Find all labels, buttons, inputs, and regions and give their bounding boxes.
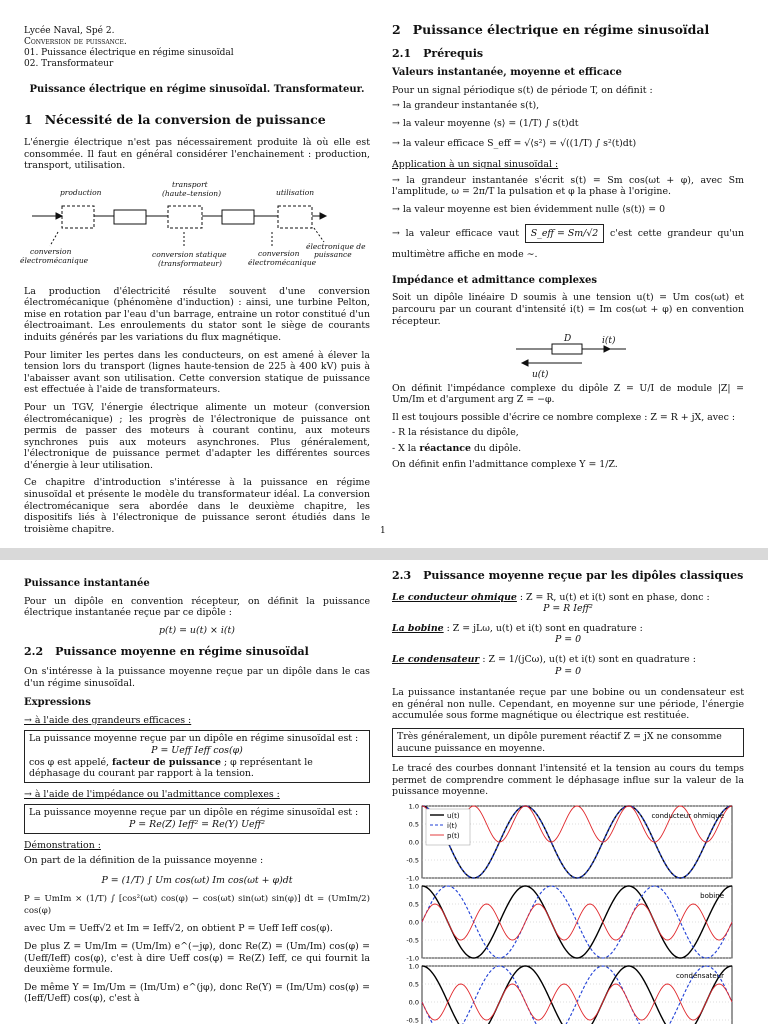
mean-power-box-2: La puissance moyenne reçue par un dipôle en régime sinusoïdal est : P = Re(Z) Ieff² = Re(Y) Ueff² bbox=[24, 804, 370, 833]
ytick-0-2: 0.0 bbox=[408, 838, 419, 847]
ytick-2-3: -0.5 bbox=[406, 1016, 419, 1024]
panel-label-0: conducteur ohmique bbox=[651, 811, 724, 820]
curves-paragraph: Le tracé des courbes donnant l'intensité et la tension au cours du temps permet de comprendre comment le déphasage influe sur la valeur de la puissance moyenne. bbox=[392, 763, 744, 798]
ytick-0-1: 0.5 bbox=[408, 820, 419, 829]
document-header bbox=[24, 26, 370, 70]
section-1-intro: L'énergie électrique n'est pas nécessairement produite là où elle est consommée. Il faut en général considérer l'enchainement : production, transport, utilisation. bbox=[24, 137, 370, 172]
dipole-diagram bbox=[392, 333, 744, 379]
course-name: Conversion de puissance. bbox=[24, 37, 127, 47]
school-name: Lycée Naval, Spé 2. bbox=[24, 26, 115, 36]
application-title: Application à un signal sinusoïdal : bbox=[392, 159, 559, 171]
label-conv-electro-2: électromécanique bbox=[20, 255, 89, 265]
demonstration-3: De plus Z = Um/Im = (Um/Im) e^(−jφ), donc Re(Z) = (Um/Im) cos(φ) = (Ueff/Ieff) cos(φ), c'est à dire Ueff cos(φ) = Re(Z) Ieff, ce qui fournit la deuxième formule. bbox=[24, 941, 370, 976]
impedance-p2: On définit l'impédance complexe du dipôle Z = U/I de module |Z| = Um/Im et d'argument arg Z = −φ. bbox=[392, 382, 744, 406]
impedance-heading: Impédance et admittance complexes bbox=[392, 274, 597, 286]
page-number: 1 bbox=[380, 526, 386, 536]
legend-label-0: u(t) bbox=[447, 811, 460, 820]
demonstration-eq-2: P = UmIm × (1/T) ∫ [cos²(ωt) cos(φ) − cos(ωt) sin(ωt) sin(φ)] dt = (UmIm/2) cos(φ) bbox=[24, 894, 370, 916]
subsection-2-3-heading: 2.3 Puissance moyenne reçue par les dipôles classiques bbox=[392, 569, 744, 582]
ytick-1-3: -0.5 bbox=[406, 936, 419, 945]
demonstration-eq-1: P = (1/T) ∫ Um cos(ωt) Im cos(ωt + φ)dt bbox=[101, 874, 293, 886]
chapter-item-2: 02. Transformateur bbox=[24, 59, 114, 69]
demonstration-1: On part de la définition de la puissance moyenne : bbox=[24, 855, 264, 867]
document-title: Puissance électrique en régime sinusoïdal. Transformateur. bbox=[29, 84, 365, 95]
label-production: production bbox=[60, 187, 102, 197]
def-rms: → la valeur efficace S_eff = √⟨s²⟩ = √((1/T) ∫ s²(t)dt) bbox=[392, 137, 637, 149]
reactive-box: Très généralement, un dipôle purement réactif Z = jX ne consomme aucune puissance en moyenne. bbox=[392, 728, 744, 757]
legend-label-2: p(t) bbox=[447, 831, 460, 840]
label-electronique-2: puissance bbox=[314, 249, 352, 259]
instant-power-text: Pour un dipôle en convention récepteur, on définit la puissance électrique instantanée reçue par ce dipôle : bbox=[24, 595, 370, 619]
application-2: → la valeur moyenne est bien évidemment nulle ⟨s(t)⟩ = 0 bbox=[392, 203, 666, 215]
right-column-page1 bbox=[392, 24, 744, 474]
impedance-p1: Soit un dipôle linéaire D soumis à une tension u(t) = Um cos(ωt) et parcouru par un courant d'intensité i(t) = Im cos(ωt + φ) en convention récepteur. bbox=[392, 292, 744, 327]
label-electronique: électronique de bbox=[306, 241, 366, 251]
legend-label-1: i(t) bbox=[447, 821, 458, 830]
ytick-0-0: 1.0 bbox=[408, 802, 419, 811]
section-1-p4: Ce chapitre d'introduction s'intéresse à la puissance en régime sinusoïdal et présente le modèle du transformateur idéal. La conversion électromécanique sera abordée dans le deuxième chapitre, les dispositifs liés à l'électronique de puissance seront étudiés dans le troisième chapitre. bbox=[24, 477, 370, 535]
instant-power-heading: Puissance instantanée bbox=[24, 578, 150, 589]
impedance-x: - X la réactance du dipôle. bbox=[392, 443, 522, 455]
def-instant: → la grandeur instantanée s(t), bbox=[392, 100, 540, 112]
section-1-p1: La production d'électricité résulte souvent d'une conversion électromécanique (phénomène d'induction) : ainsi, une turbine Pelton, mise en rotation par l'eau d'un barrage, entraine un rotor constitué d'un électroaimant. Les enroulements du stator sont le siège de courants induits générés par les variations du flux magnétique. bbox=[24, 285, 370, 343]
signal-intro: Pour un signal périodique s(t) de période T, on définit : bbox=[392, 84, 653, 96]
coil-block: La bobine : Z = jLω, u(t) et i(t) sont en quadrature : P = 0 bbox=[392, 622, 643, 646]
label-conv-electro: conversion bbox=[30, 246, 72, 256]
mean-power-box-1: La puissance moyenne reçue par un dipôle en régime sinusoïdal est : P = Ueff Ieff cos(φ) cos φ est appelé, facteur de puissance ; φ représentant le déphasage du courant par rapport à la tension. bbox=[24, 730, 370, 782]
section-2-heading: 2 Puissance électrique en régime sinusoïdal bbox=[392, 22, 710, 37]
ytick-0-4: -1.0 bbox=[406, 874, 419, 883]
mean-power-intro: On s'intéresse à la puissance moyenne reçue par un dipôle dans le cas d'un régime sinusoïdal. bbox=[24, 665, 370, 689]
capacitor-block: Le condensateur : Z = 1/(jCω), u(t) et i(t) sont en quadrature : P = 0 bbox=[392, 653, 696, 677]
expr-rms-intro: → à l'aide des grandeurs efficaces : bbox=[24, 714, 192, 726]
subsection-2-2-heading: 2.2 Puissance moyenne en régime sinusoïdal bbox=[24, 645, 309, 659]
subsection-2-1-heading: 2.1 Prérequis bbox=[392, 46, 484, 60]
label-transport: transport bbox=[172, 179, 208, 189]
ytick-2-0: 1.0 bbox=[408, 962, 419, 971]
dipole-label: D bbox=[564, 334, 572, 345]
impedance-r: - R la résistance du dipôle, bbox=[392, 427, 519, 439]
expressions-heading: Expressions bbox=[24, 697, 91, 709]
section-1-p2: Pour limiter les pertes dans les conducteurs, on est amené à élever la tension lors du transport (lignes haute-tension de 225 à 400 kV) puis à l'abaisser avant son utilisation. Cette conversion statique de puissance est effectuée à l'aide de transformateurs. bbox=[24, 349, 370, 396]
section-1-heading: 1 Nécessité de la conversion de puissance bbox=[24, 111, 326, 127]
instant-power-eq: p(t) = u(t) × i(t) bbox=[159, 624, 235, 636]
admittance-def: On définit enfin l'admittance complexe Y = 1/Z. bbox=[392, 458, 618, 470]
label-utilisation: utilisation bbox=[276, 187, 315, 197]
section-1-p3: Pour un TGV, l'énergie électrique alimente un moteur (conversion électromécanique) ; les progrès de l'électronique de puissance ont permis de passer des moteurs à courant continu, aux moteurs synchrones puis aux moteurs asynchrones. Plus généralement, l'électronique de puissance permet d'adapter les différentes sources d'énergie à leur utilisation. bbox=[24, 401, 370, 471]
expr-complex-intro: → à l'aide de l'impédance ou l'admittance complexes : bbox=[24, 788, 280, 800]
left-column-page1 bbox=[20, 26, 370, 541]
demonstration-4: De même Y = Im/Um = (Im/Um) e^(jφ), donc Re(Y) = (Im/Um) cos(φ) = (Ieff/Ueff) cos(φ), c'est à bbox=[24, 981, 370, 1005]
ohmic-block: Le conducteur ohmique : Z = R, u(t) et i(t) sont en phase, donc : P = R Ieff² bbox=[392, 591, 710, 615]
ytick-1-1: 0.5 bbox=[408, 900, 419, 909]
application-3: → la valeur efficace vaut S_eff = Sm/√2 c'est cette grandeur qu'un multimètre affiche en mode ∼. bbox=[392, 222, 744, 261]
application-1: → la grandeur instantanée s'écrit s(t) = Sm cos(ωt + φ), avec Sm l'amplitude, ω = 2π/T la pulsation et φ la phase à l'origine. bbox=[392, 174, 744, 198]
page-2 bbox=[0, 560, 768, 1024]
demonstration-title: Démonstration : bbox=[24, 839, 101, 851]
ytick-2-2: 0.0 bbox=[408, 998, 419, 1007]
label-transport-ht: (haute–tension) bbox=[162, 188, 222, 198]
impedance-p3: Il est toujours possible d'écrire ce nombre complexe : Z = R + jX, avec : bbox=[392, 411, 735, 423]
conversion-chain-diagram bbox=[20, 179, 370, 274]
def-mean: → la valeur moyenne ⟨s⟩ = (1/T) ∫ s(t)dt bbox=[392, 117, 579, 129]
label-conv-electro-b-2: électromécanique bbox=[248, 257, 317, 267]
right-column-page2 bbox=[392, 569, 744, 1024]
current-label: i(t) bbox=[602, 336, 616, 347]
ytick-2-1: 0.5 bbox=[408, 980, 419, 989]
label-conv-static: conversion statique bbox=[152, 249, 227, 259]
ytick-1-0: 1.0 bbox=[408, 882, 419, 891]
ytick-1-2: 0.0 bbox=[408, 918, 419, 927]
label-conv-electro-b: conversion bbox=[258, 248, 300, 258]
chapter-item-1: 01. Puissance électrique en régime sinusoïdal bbox=[24, 48, 234, 58]
waveform-charts bbox=[392, 802, 744, 1024]
voltage-label: u(t) bbox=[532, 370, 549, 381]
ytick-0-3: -0.5 bbox=[406, 856, 419, 865]
left-column-page2 bbox=[24, 570, 370, 1011]
demonstration-2: avec Um = Ueff√2 et Im = Ieff√2, on obtient P = Ueff Ieff cos(φ). bbox=[24, 923, 333, 935]
panel-label-1: bobine bbox=[700, 891, 724, 900]
rms-boxed-formula: S_eff = Sm/√2 bbox=[525, 224, 605, 244]
label-conv-static-2: (transformateur) bbox=[158, 258, 222, 268]
reactive-paragraph: La puissance instantanée reçue par une bobine ou un condensateur est en général non nulle. Cependant, en moyenne sur une période, l'énergie accumulée sous forme magnétique ou électrique est restituée. bbox=[392, 687, 744, 722]
panel-label-2: condensateur bbox=[675, 971, 724, 980]
ytick-1-4: -1.0 bbox=[406, 954, 419, 963]
page-separator bbox=[0, 548, 768, 560]
values-heading: Valeurs instantanée, moyenne et efficace bbox=[392, 67, 622, 79]
